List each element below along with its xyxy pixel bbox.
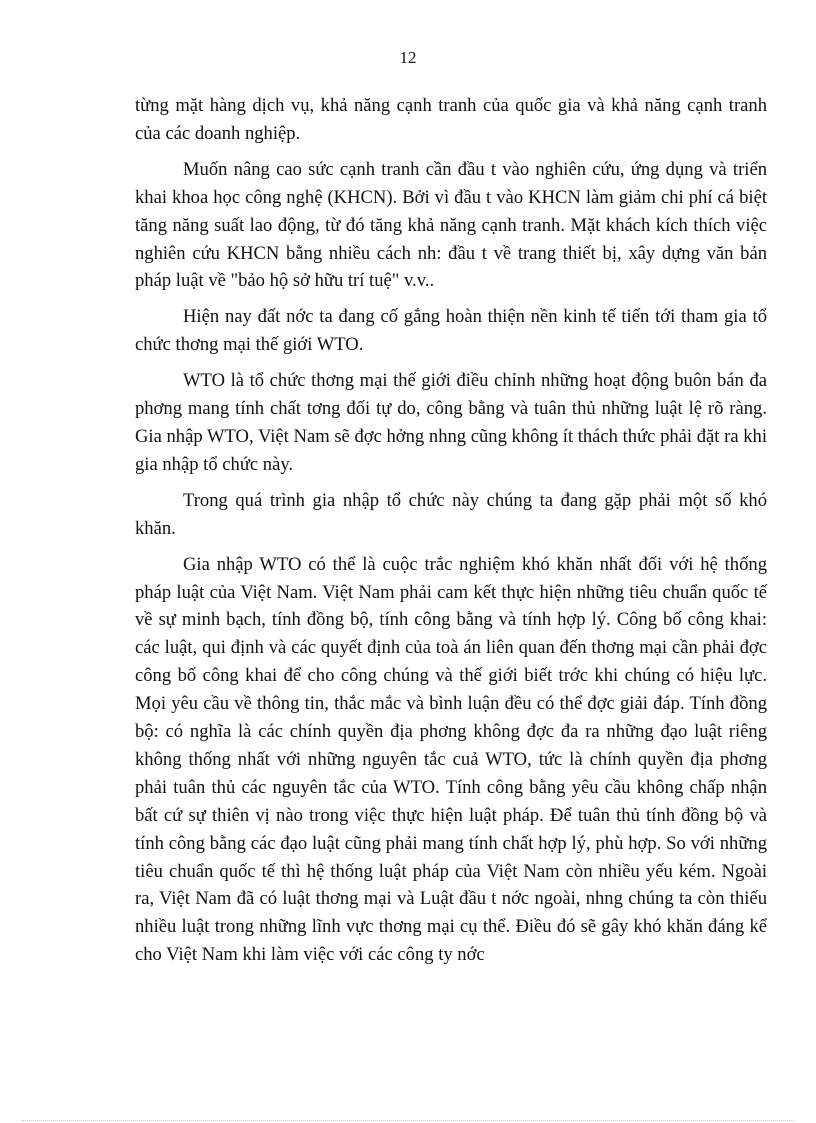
- page-bottom-border: [22, 1120, 794, 1121]
- paragraph-3: Hiện nay đất nớc ta đang cố gắng hoàn thiện nền kinh tế tiến tới tham gia tổ chức thơng mại thế giới WTO.: [135, 306, 767, 356]
- page-number: 12: [399, 48, 417, 67]
- paragraph-5: Trong quá trình gia nhập tổ chức này chúng ta đang gặp phải một số khó khăn.: [135, 489, 767, 539]
- paragraph-4: WTO là tổ chức thơng mại thế giới điều chỉnh những hoạt động buôn bán đa phơng mang tính chất tơng đối tự do, công bằng và tuân thủ những luật lệ rõ ràng. Gia nhập WTO, Việt Nam sẽ đợc hởng nhng cũng không ít thách thức phải đặt ra khi gia nhập tổ chức này.: [135, 370, 767, 475]
- paragraph-2: Muốn nâng cao sức cạnh tranh cần đầu t vào nghiên cứu, ứng dụng và triển khai khoa học công nghệ (KHCN). Bởi vì đầu t vào KHCN làm giảm chi phí cá biệt tăng năng suất lao động, từ đó tăng khả năng cạnh tranh. Mặt khách kích thích việc nghiên cứu KHCN bằng nhiều cách nh: đầu t về trang thiết bị, xây dựng văn bản pháp luật về "bảo hộ sở hữu trí tuệ" v.v..: [135, 158, 767, 292]
- paragraph-6: Gia nhập WTO có thể là cuộc trắc nghiệm khó khăn nhất đối với hệ thống pháp luật của Việt Nam. Việt Nam phải cam kết thực hiện những tiêu chuẩn quốc tế về sự minh bạch, tính đồng bộ, tính công bằng và tính hợp lý. Công bố công khai: các luật, qui định và các quyết định của toà án liên quan đến thơng mại cần phải đợc công bố công khai để cho công chúng và thế giới biết trớc khi chúng có hiệu lực. Mọi yêu cầu về thông tin, thắc mắc và bình luận đều có thể đợc giải đáp. Tính đồng bộ: có nghĩa là các chính quyền địa phơng không đợc đa ra những đạo luật riêng không thống nhất với những nguyên tắc cuả WTO, tức là chính quyền địa phơng phải tuân thủ các nguyên tắc của WTO. Tính công bằng yêu cầu không chấp nhận bất cứ sự thiên vị nào trong việc thực hiện luật pháp. Để tuân thủ tính đồng bộ và tính công bằng các đạo luật cũng phải mang tính chất hợp lý, phù hợp. So với những tiêu chuẩn quốc tế thì hệ thống luật pháp của Việt Nam còn nhiều yếu kém. Ngoài ra, Việt Nam đã có luật thơng mại và Luật đầu t nớc ngoài, nhng chúng ta còn thiếu nhiều luật trong những lĩnh vực thơng mại cụ thể. Điều đó sẽ gây khó khăn đáng kể cho Việt Nam khi làm việc với các công ty nớc: [135, 553, 767, 966]
- document-body: [135, 92, 767, 977]
- paragraph-1: từng mặt hàng dịch vụ, khả năng cạnh tranh của quốc gia và khả năng cạnh tranh của các doanh nghiệp.: [135, 95, 767, 144]
